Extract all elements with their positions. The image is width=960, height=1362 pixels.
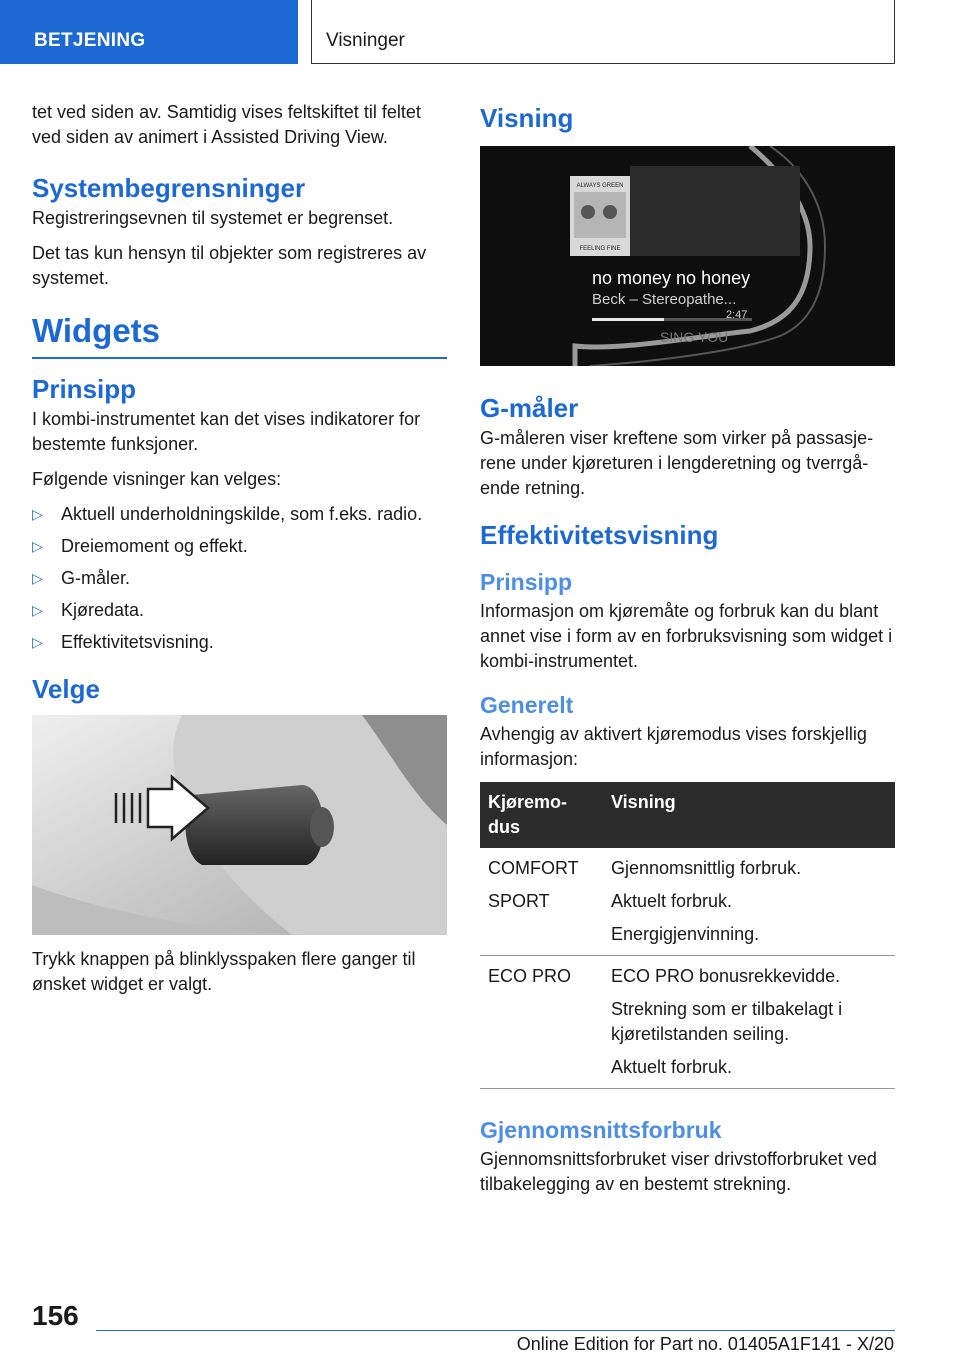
widgets-heading: Widgets (32, 312, 161, 349)
list-item: ▷ Dreiemoment og effekt. (32, 534, 447, 559)
avg-paragraph: Gjennomsnittsforbruket viser drivstofforbruket ved tilbakelegging av en bestemt strekning. (480, 1149, 877, 1194)
list-item: ▷ G-måler. (32, 566, 447, 591)
table-header-row (480, 782, 895, 848)
left-column (32, 100, 447, 1007)
footer-divider (96, 1330, 895, 1331)
table-header-display: Visning (603, 782, 895, 848)
background-text: SING YOU (660, 329, 729, 345)
gmeter-paragraph: G-måleren viser kreftene som virker på passasje-rene under kjøreturen i lengderetning og tverrgå-ende retning. (480, 428, 874, 498)
drive-mode-table (480, 782, 895, 1089)
avg-heading: Gjennomsnittsforbruk (480, 1117, 722, 1143)
table-row (480, 956, 895, 1089)
general-paragraph: Avhengig av aktivert kjøremodus vises forskjellig informasjon: (480, 724, 867, 769)
footer-edition: Online Edition for Part no. 01405A1F141 - X/20 (516, 1334, 894, 1354)
track-artist: Beck – Stereopathe... (592, 291, 737, 308)
track-time: 2:47 (726, 309, 748, 321)
list-item: ▷ Effektivitetsvisning. (32, 630, 447, 655)
eff-principle-paragraph: Informasjon om kjøremåte og forbruk kan du blant annet vise i form av en forbruksvisning som widget i kombi-instrumentet. (480, 601, 893, 671)
section-label: BETJENING (34, 30, 146, 51)
principle-heading: Prinsipp (32, 374, 137, 404)
limits-paragraph-2: Det tas kun hensyn til objekter som registreres av systemet. (32, 243, 427, 288)
table-header-mode: Kjøremo-dus (480, 782, 603, 848)
right-column (480, 100, 895, 1207)
gmeter-heading: G-måler (480, 393, 579, 423)
album-art-text-bottom: FEELING FINE (579, 246, 621, 252)
eff-principle-heading: Prinsipp (480, 569, 573, 595)
limits-heading: Systembegrensninger (32, 173, 306, 203)
intro-paragraph: tet ved siden av. Samtidig vises feltskiftet til feltet ved siden av animert i Assisted Driving View. (32, 102, 421, 147)
table-cell-display: ECO PRO bonusrekkevidde. Strekning som er tilbakelagt i kjøretilstanden seiling. Aktuelt forbruk. (603, 956, 895, 1089)
eff-heading: Effektivitetsvisning (480, 520, 719, 550)
triangle-bullet-icon: ▷ (32, 634, 43, 650)
table-cell-mode: COMFORT SPORT (480, 848, 603, 956)
list-item: ▷ Kjøredata. (32, 598, 447, 623)
table-cell-mode: ECO PRO (480, 956, 603, 1089)
options-intro: Følgende visninger kan velges: (32, 469, 282, 489)
triangle-bullet-icon: ▷ (32, 602, 43, 618)
limits-paragraph-1: Registreringsevnen til systemet er begrenset. (32, 208, 394, 228)
section-tab (0, 0, 298, 64)
principle-paragraph: I kombi-instrumentet kan det vises indikatorer for bestemte funksjoner. (32, 409, 421, 454)
instrument-cluster-screenshot (480, 146, 895, 366)
triangle-bullet-icon: ▷ (32, 538, 43, 554)
triangle-bullet-icon: ▷ (32, 506, 43, 522)
table-cell-display: Gjennomsnittlig forbruk. Aktuelt forbruk. Energigjenvinning. (603, 848, 895, 956)
page-header-title: Visninger (326, 30, 405, 51)
list-item: ▷ Aktuell underholdningskilde, som f.eks. radio. (32, 502, 447, 527)
album-art-text-top: ALWAYS GREEN (576, 183, 624, 189)
header-title-box (311, 0, 895, 64)
widgets-heading-block (32, 311, 447, 359)
turn-signal-lever-illustration (32, 715, 447, 935)
select-paragraph: Trykk knappen på blinklysspaken flere ganger til ønsket widget er valgt. (32, 949, 416, 994)
page-number: 156 (32, 1300, 79, 1331)
track-title: no money no honey (592, 268, 751, 288)
triangle-bullet-icon: ▷ (32, 570, 43, 586)
select-heading: Velge (32, 674, 100, 704)
track-progress-fill (592, 318, 664, 321)
table-row (480, 848, 895, 956)
general-heading: Generelt (480, 692, 574, 718)
display-heading: Visning (480, 103, 574, 133)
options-list (32, 502, 447, 655)
